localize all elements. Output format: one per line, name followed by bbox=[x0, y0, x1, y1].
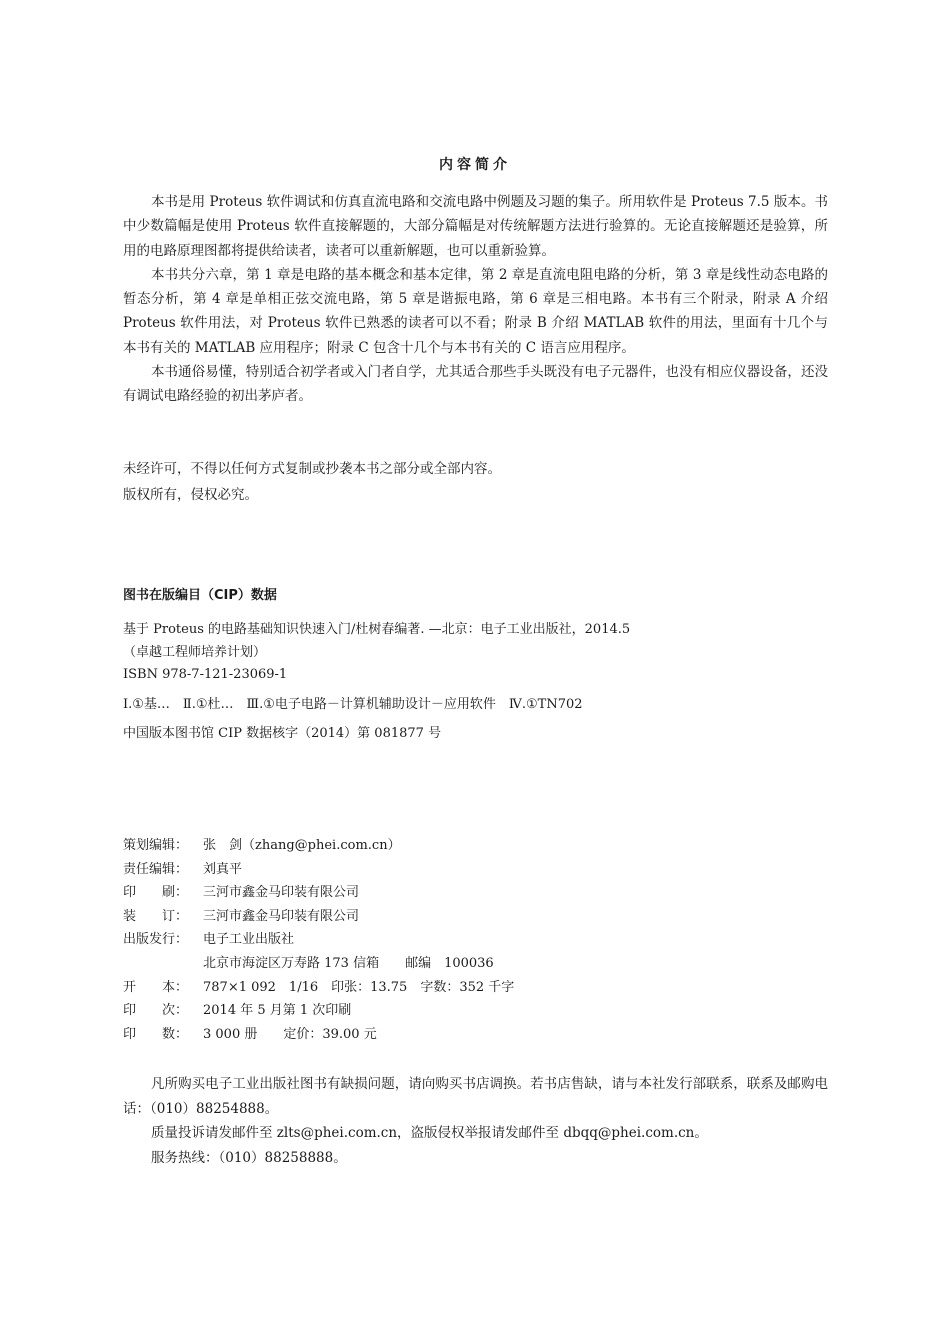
credit-value: 2014 年 5 月第 1 次印刷 bbox=[203, 1003, 352, 1019]
note-paragraph: 质量投诉请发邮件至 zlts@phei.com.cn，盗版侵权举报请发邮件至 dbqq@phei.com.cn。 bbox=[151, 1125, 708, 1141]
credit-label: 印 次： bbox=[123, 1003, 189, 1019]
copyright-line: 版权所有，侵权必究。 bbox=[123, 487, 258, 503]
credit-row-binding bbox=[123, 905, 828, 929]
summary-paragraph: 本书共分六章，第 1 章是电路的基本概念和基本定律，第 2 章是直流电阻电路的分析，第 3 章是线性动态电路的暂态分析，第 4 章是单相正弦交流电路，第 5 章是谐振电路，第 6 章是三相电路。本书有三个附录，附录 A 介绍 Proteus 软件用法，对 Proteus 软件已熟悉的读者可以不看；附录 B 介绍 MATLAB 软件的用法，里面有十几个与本书有关的 MATLAB 应用程序；附录 C 包含十几个与本书有关的 C 语言应用程序。 bbox=[123, 266, 828, 356]
credit-label: 出版发行： bbox=[123, 932, 189, 948]
credit-value: 刘真平 bbox=[203, 861, 243, 877]
page-title: 内容简介 bbox=[439, 157, 511, 173]
credit-row-copies bbox=[123, 1023, 828, 1047]
note-paragraph: 服务热线：（010）88258888。 bbox=[151, 1149, 347, 1166]
cip-line-record: 中国版本图书馆 CIP 数据核字（2014）第 081877 号 bbox=[123, 726, 442, 742]
credit-label: 装 订： bbox=[123, 908, 189, 924]
credit-label: 印 数： bbox=[123, 1026, 189, 1042]
credit-value: 电子工业出版社 bbox=[203, 932, 295, 948]
credit-label: 策划编辑： bbox=[123, 838, 189, 853]
copyright-line: 未经许可，不得以任何方式复制或抄袭本书之部分或全部内容。 bbox=[123, 461, 501, 477]
credit-row-printing bbox=[123, 881, 828, 905]
cip-line-title: 基于 Proteus 的电路基础知识快速入门/杜树春编著. —北京：电子工业出版社，2014.5 bbox=[123, 622, 631, 637]
note-paragraph: 凡所购买电子工业出版社图书有缺损问题，请向购买书店调换。若书店售缺，请与本社发行部联系，联系及邮购电话：（010）88254888。 bbox=[123, 1076, 828, 1117]
credit-value: 787×1 092 1/16 印张：13.75 字数：352 千字 bbox=[203, 979, 515, 995]
summary-paragraph: 本书通俗易懂，特别适合初学者或入门者自学，尤其适合那些手头既没有电子元器件，也没有相应仪器设备，还没有调试电路经验的初出茅庐者。 bbox=[123, 364, 828, 405]
credit-value: 三河市鑫金马印装有限公司 bbox=[203, 885, 360, 901]
publication-credits bbox=[123, 834, 828, 1046]
credit-row-format bbox=[123, 976, 828, 1000]
copyright-notice bbox=[123, 456, 828, 508]
credit-value: 3 000 册 定价：39.00 元 bbox=[203, 1026, 377, 1042]
cip-line-classification: Ⅰ.①基… Ⅱ.①杜… Ⅲ.①电子电路－计算机辅助设计－应用软件 Ⅳ.①TN702 bbox=[123, 696, 583, 712]
credit-label: 开 本： bbox=[123, 979, 189, 995]
credit-row-address bbox=[123, 952, 828, 976]
publisher-address: 北京市海淀区万寿路 173 信箱 邮编 100036 bbox=[203, 955, 494, 971]
credit-row-planning bbox=[123, 834, 828, 858]
credit-value: 张 剑（zhang@phei.com.cn） bbox=[203, 838, 401, 853]
summary-paragraph: 本书是用 Proteus 软件调试和仿真直流电路和交流电路中例题及习题的集子。所用软件是 Proteus 7.5 版本。书中少数篇幅是使用 Proteus 软件直接解题的，大部分篇幅是对传统解题方法进行验算的。无论直接解题还是验算，所用的电路原理图都将提供给读者，读者可以重新解题，也可以重新验算。 bbox=[123, 194, 828, 259]
credit-value: 三河市鑫金马印装有限公司 bbox=[203, 908, 360, 924]
cip-data bbox=[123, 619, 828, 746]
cip-line-isbn: ISBN 978-7-121-23069-1 bbox=[123, 667, 288, 683]
service-notes bbox=[123, 1072, 828, 1170]
credit-label: 责任编辑： bbox=[123, 861, 189, 877]
credit-label: 印 刷： bbox=[123, 885, 189, 901]
content-summary bbox=[123, 190, 828, 409]
credit-row-editor bbox=[123, 858, 828, 882]
credit-row-publisher bbox=[123, 928, 828, 952]
cip-heading: 图书在版编目（CIP）数据 bbox=[123, 588, 277, 603]
credit-row-edition bbox=[123, 999, 828, 1023]
cip-line-series: （卓越工程师培养计划） bbox=[123, 644, 267, 660]
